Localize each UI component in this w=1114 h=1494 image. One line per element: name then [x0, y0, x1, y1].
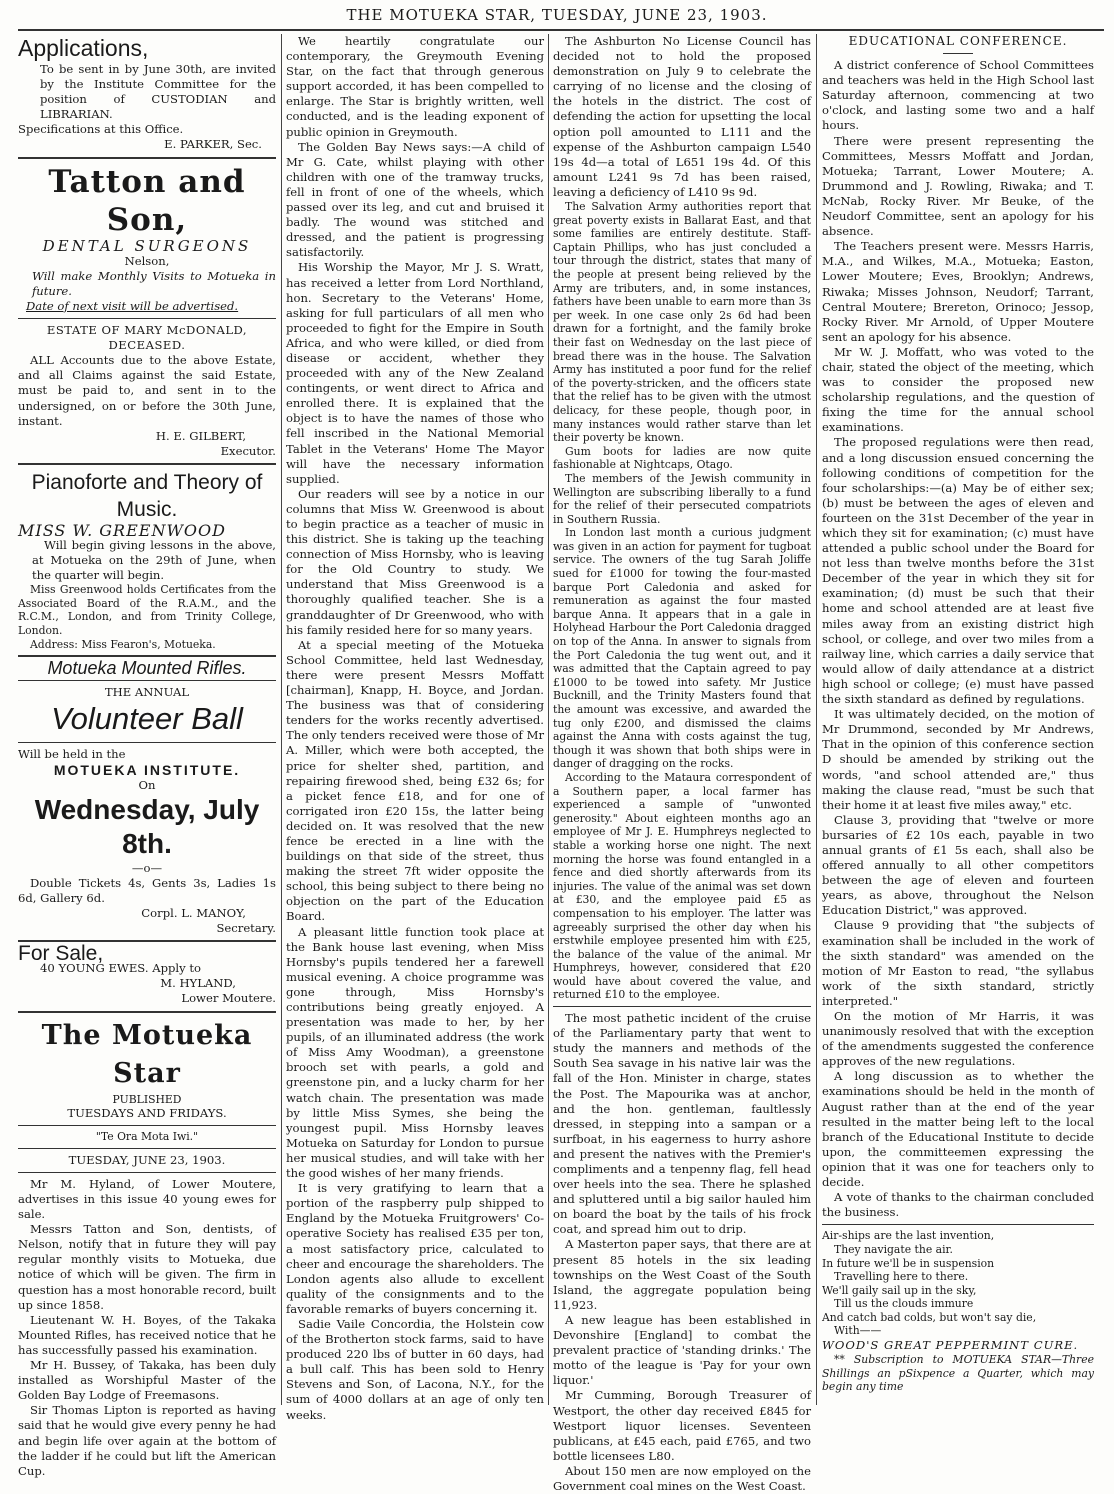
- column-1: [18, 34, 276, 1478]
- applications-spec: Specifications at this Office.: [18, 122, 184, 137]
- paragraph: There were present representing the Committees, Messrs Moffatt and Jordan, Motueka; Tarrant, Lower Moutere; A. Drummond and J. Rowling, Riwaka; and T. McNab, Rocky River. Mr Beuke, of the Neudorf Committee, sent an apology for his absence.: [822, 133, 1094, 239]
- paragraph: At a special meeting of the Motueka School Committee, held last Wednesday, there were present Messrs Moffatt [chairman], Knapp, H. Boyce, and Jordan. The business was that of considering tenders for the works recently advertised. The only tenders received were those of Mr A. Miller, which were both accepted, the price for shelter shed, partition, and repairing firewood shed, being £32 6s; for a picket fence £18, and for one of corrigated iron £20 15s, the latter being decided on. It was resolved that the new fence be erected in a line with the buildings on that side of the street, thus making the street 7ft wider opposite the school, this being subject to there being no objection on the part of the Education Board.: [286, 637, 544, 924]
- divider: [553, 1006, 811, 1007]
- top-rule: [18, 29, 1104, 31]
- held-label: Will be held in the: [18, 747, 126, 762]
- applications-signature: E. PARKER, Sec.: [164, 137, 262, 152]
- masthead: THE MOTUEKA STAR, TUESDAY, JUNE 23, 1903.: [346, 6, 768, 24]
- paragraph: A Masterton paper says, that there are at present 85 hotels in the six leading townships on the West Coast of the South Island, the aggregate population being 11,923.: [553, 1237, 811, 1312]
- poem-line: Travelling here to there.: [834, 1270, 969, 1284]
- greenwood-lessons: Will begin giving lessons in the above, at Motueka on the 29th of June, when the quarter will begin.: [32, 537, 276, 583]
- paragraph: The members of the Jewish community in Wellington are subscribing liberally to a fund for the relief of their persecuted compatriots in Southern Russia.: [553, 471, 811, 526]
- wednesday-heading: Wednesday, July 8th.: [34, 793, 260, 859]
- tuesdays-fridays: TUESDAYS AND FRIDAYS.: [67, 1106, 227, 1121]
- paragraph: A long discussion as to whether the examinations should be held in the month of August rather than at the end of the year resulted in the matter being left to the local branch of the Educational Institute to decide upon, the committeemen expressing the opinion that it was one for teachers only to decide.: [822, 1069, 1094, 1190]
- paragraph: Sir Thomas Lipton is reported as having said that he would give every penny he had and begin life over again at the bottom of the ladder if he could but lift the American Cup.: [18, 1403, 276, 1478]
- conference-heading: EDUCATIONAL CONFERENCE.: [848, 34, 1068, 48]
- greenwood-heading: MISS W. GREENWOOD: [18, 520, 226, 540]
- for-sale-heading: For Sale,: [18, 942, 104, 966]
- rifles-heading: Motueka Mounted Rifles.: [47, 658, 247, 679]
- tatton-heading: Tatton and Son,: [48, 163, 246, 238]
- poem-line: With——: [834, 1324, 882, 1338]
- estate-heading: ESTATE OF MARY McDONALD, DECEASED.: [46, 323, 248, 353]
- divider: [18, 1125, 276, 1126]
- paragraph: Clause 3, providing that "twelve or more bursaries of £2 10s each, payable in two annual grants of £1 5s each, shall also be offered annually to all other competitors between the age of eleven and fourteen years, as above, throughout the Nelson Education District," was approved.: [822, 812, 1094, 918]
- paragraph: Messrs Tatton and Son, dentists, of Nelson, notify that in future they will pay regular monthly visits to Motueka, due notice of which will be given. The firm in question has a most honorable record, built up since 1858.: [18, 1222, 276, 1312]
- paragraph: Lieutenant W. H. Boyes, of the Takaka Mounted Rifles, has received notice that he has successfully passed his examination.: [18, 1312, 276, 1357]
- paragraph: We heartily congratulate our contemporary, the Greymouth Evening Star, on the fact that through generous support accorded, it has been compelled to enlarge. The Star is brightly written, well conducted, and is the leading exponent of public opinion in Greymouth.: [286, 34, 544, 139]
- paragraph: It is very gratifying to learn that a portion of the raspberry pulp shipped to England by the Motueka Fruitgrowers' Co-operative Society has realised £35 per ton, a most satisfactory price, calculated to cheer and encourage the shareholders. The London agents also allude to excellent quality of the consignments and to the favorable remarks of buyers concerning it.: [286, 1181, 544, 1316]
- paragraph: His Worship the Mayor, Mr J. S. Wratt, has received a letter from Lord Northland, hon. Secretary to the Veterans' Home, asking for full particulars of all men who proceeded to fight for the Empire in South Africa, and who were killed, or died from disease or accident, whether they proceeded with any of the New Zealand contingents, or went direct to Africa and enrolled there. It is explained that the object is to have the names of those who fell inscribed in the National Memorial Tablet in the Veterans' Home The Mayor will have the necessary information supplied.: [286, 260, 544, 486]
- star-title: The Motueka Star: [41, 1019, 253, 1089]
- paragraph: Mr H. Bussey, of Takaka, has been duly installed as Worshipful Master of the Golden Bay Lodge of Freemasons.: [18, 1358, 276, 1403]
- paragraph: The Teachers present were. Messrs Harris, M.A., and Wilkes, M.A., Motueka; Easton, Lower Moutere; Eves, Brooklyn; Andrews, Riwaka; Misses Johnson, Neudorf; Tarrant, Central Moutere; Brereton, Orinoco; Jessop, Rocky River. Mr Arnold, of Upper Moutere sent an apology for his absence.: [822, 239, 1094, 344]
- column-divider: [816, 34, 817, 1405]
- paragraph: According to the Mataura correspondent of a Southern paper, a local farmer has experienced a sample of "unwonted generosity." About eighteen months ago an employee of Mr J. E. Humphreys neglected to stable a working horse one night. The next morning the horse was found entangled in a fence and died shortly afterwards from its injuries. The value of the animal was set down at £30, and the employee paid £5 as compensation to his employer. The latter was agreeably surprised the other day when his erstwhile employee presented him with £25, the balance of the value of the animal. Mr Humphreys, however, considered that £20 would have about covered the value, and returned £10 to the employee.: [553, 770, 811, 1002]
- on-label: On: [138, 777, 156, 792]
- column-3: [553, 34, 811, 1493]
- column-4: [822, 34, 1094, 1405]
- secretary-label: Secretary.: [216, 921, 276, 936]
- paragraph: Sadie Vaile Concordia, the Holstein cow of the Brotherton stock farms, said to have produced 220 lbs of butter in 60 days, had a bull calf. This has been sold to Henry Stevens and Son, of Lacona, N.Y., for the sum of 4000 dollars at an age of only ten weeks.: [286, 1316, 544, 1422]
- applications-heading: Applications,: [18, 35, 149, 61]
- divider: [18, 463, 276, 465]
- paragraph: Mr W. J. Moffatt, who was voted to the chair, stated the object of the meeting, which was to consider the proposed new scholarship regulations, and the question of fixing the time for the annual school examinations.: [822, 344, 1094, 435]
- paragraph: A new league has been established in Devonshire [England] to combat the prevalent practice of 'standing drinks.' The motto of the league is 'Pay for your own liquor.': [553, 1312, 811, 1388]
- greenwood-certificates: Miss Greenwood holds Certificates from the Associated Board of the R.A.M., and the R.C.M., London, and from Trinity College, London.: [18, 583, 276, 638]
- divider: [18, 742, 276, 743]
- institute-heading: MOTUEKA INSTITUTE.: [53, 761, 241, 778]
- woods-cure: WOOD'S GREAT PEPPERMINT CURE.: [822, 1338, 1079, 1353]
- paragraph: In London last month a curious judgment was given in an action for payment for tugboat service. The owners of the tug Sarah Joliffe sued for £1000 for towing the four-masted barque Port Caledonia and asked for remuneration as against the four masted barque Anna. It appears that in a gale in Holyhead Harbour the Port Caledonia dragged on top of the Anna. In answer to signals from the Port Caledonia the tug went out, and it was admitted that the Captain agreed to pay £1000 to be towed into safety. Mr Justice Bucknill, and the Trinity Masters found that the amount was excessive, and awarded the tug only £200, and dismissed the claims against the Anna with costs against the tug, though it was shown that both ships were in danger of dragging on the rocks.: [553, 526, 811, 771]
- dental-surgeons: DENTAL SURGEONS: [42, 236, 252, 255]
- poem-line: And catch bad colds, but won't say die,: [822, 1310, 1037, 1324]
- paragraph: Gum boots for ladies are now quite fashionable at Nightcaps, Otago.: [553, 444, 811, 472]
- corpl-signature: Corpl. L. MANOY,: [141, 905, 246, 920]
- divider: [18, 157, 276, 159]
- poem-line: Till us the clouds immure: [834, 1297, 974, 1311]
- for-sale-name: M. HYLAND,: [160, 976, 236, 991]
- poem-line: In future we'll be in suspension: [822, 1256, 995, 1270]
- for-sale-place: Lower Moutere.: [181, 991, 276, 1006]
- estate-executor: Executor.: [220, 443, 276, 458]
- paragraph: About 150 men are now employed on the Government coal mines on the West Coast.: [553, 1463, 811, 1493]
- column-divider: [281, 34, 282, 1405]
- divider: [18, 680, 276, 681]
- paragraph: The most pathetic incident of the cruise of the Parliamentary party that went to study the manners and methods of the South Sea savage in his native lair was the fall of the Hon. Minister in charge, states the Post. The Mapourika was at anchor, and the hon. gentleman, faultlessly dressed, in stepping into a sampan or a surfboat, in his eagerness to hurry ashore and present the natives with the Premier's compliments and a tenpenny flag, fell head over heels into the sea. There he splashed and spluttered until a big sailor hauled him on board the boat by the tails of his frock coat, and spread him out to drip.: [553, 1011, 811, 1237]
- greenwood-address: Address: Miss Fearon's, Motueka.: [30, 637, 216, 651]
- divider: [822, 1224, 1094, 1225]
- pianoforte-heading: Pianoforte and Theory of Music.: [31, 470, 263, 521]
- divider: [18, 1148, 276, 1149]
- paragraph: It was ultimately decided, on the motion of Mr Drummond, seconded by Mr Andrews, That in the opinion of this conference section D should be amended by striking out the words, "and school attended are," thus making the clause read, "must be such that their home it at least five miles away," etc.: [822, 707, 1094, 812]
- paragraph: A district conference of School Committees and teachers was held in the High School last Saturday afternoon, commencing at two o'clock, and lasting some two and a half hours.: [822, 58, 1094, 133]
- paragraph: Mr M. Hyland, of Lower Moutere, advertises in this issue 40 young ewes for sale.: [18, 1176, 276, 1222]
- estate-signature: H. E. GILBERT,: [155, 428, 246, 443]
- divider: [18, 318, 276, 319]
- next-visit: Date of next visit will be advertised.: [26, 298, 239, 313]
- paragraph: The Golden Bay News says:—A child of Mr G. Cate, whilst playing with other children with one of the tramway trucks, fell in front of one of the wheels, which passed over its leg, and cut and bruised it badly. The wound was stitched and dressed, and the patient is progressing satisfactorily.: [286, 139, 544, 260]
- separator: —o—: [131, 860, 163, 875]
- estate-body: ALL Accounts due to the above Estate, and all Claims against the said Estate, must be paid to, and sent in to the undersigned, on or before the 30th June, instant.: [18, 353, 276, 428]
- poem-line: They navigate the air.: [834, 1242, 953, 1256]
- divider: [943, 53, 973, 54]
- issue-date: TUESDAY, JUNE 23, 1903.: [68, 1152, 226, 1167]
- subscription-notice: ** Subscription to MOTUEKA STAR—Three Shillings an pSixpence a Quarter, which may begin any time: [822, 1353, 1094, 1394]
- poem-line: We'll gaily sail up in the sky,: [822, 1283, 977, 1297]
- column-divider: [548, 34, 549, 1405]
- paragraph: A vote of thanks to the chairman concluded the business.: [822, 1190, 1094, 1220]
- for-sale-body: 40 YOUNG EWES. Apply to: [40, 961, 201, 976]
- tickets-text: Double Tickets 4s, Gents 3s, Ladies 1s 6d, Gallery 6d.: [18, 875, 276, 905]
- column-2: [286, 34, 544, 1422]
- published-label: PUBLISHED: [112, 1092, 182, 1106]
- divider: [18, 655, 276, 657]
- paragraph: A pleasant little function took place at the Bank house last evening, when Miss Hornsby's pupils tendered her a farewell musical evening. A choice programme was gone through, Miss Hornsby's contributions being greatly enjoyed. A presentation was made to her, by her pupils, of an illuminated address (the work of Miss Amy Woodman), a greenstone brooch set with pearls, a gold and greenstone pin, and a lucky charm for her watch chain. The presentation was made by little Miss Symes, she being the youngest pupil. Miss Hornsby leaves Motueka on Saturday for London to pursue her musical studies, and will take with her the good wishes of her many friends.: [286, 924, 544, 1181]
- annual-label: THE ANNUAL: [104, 685, 190, 700]
- divider: [18, 1011, 276, 1013]
- applications-body: To be sent in by June 30th, are invited by the Institute Committee for the position of CUSTODIAN and LIBRARIAN.: [40, 62, 276, 122]
- paragraph: Our readers will see by a notice in our columns that Miss W. Greenwood is about to begin practice as a teacher of music in this district. She is taking up the teaching connection of Miss Hornsby, who is leaving for the Old Country to study. We understand that Miss Greenwood is a thoroughly qualified teacher. She is a granddaughter of Dr Greenwood, who with his family resided here for so many years.: [286, 486, 544, 637]
- paragraph: On the motion of Mr Harris, it was unanimously resolved that with the exception of the amendments suggested the conference approves of the new regulations.: [822, 1009, 1094, 1069]
- nelson-label: Nelson,: [124, 253, 170, 268]
- paragraph: The Salvation Army authorities report that great poverty exists in Ballarat East, and that some families are entirely destitute. Staff-Captain Phillips, who has just concluded a tour through the district, states that many of the people at present being relieved by the Army are tributers, and, in some instances, fathers have been unable to earn more than 3s per week. In one case only 2s 6d had been drawn for a fortnight, and the family broke their fast on Wednesday on the last piece of bread there was in the house. The Salvation Army has instituted a poor fund for the relief of the poverty-stricken, and the officers state that the relief has to be given with the utmost delicacy, for these people, though poor, in many instances would rather starve than let their poverty be known.: [553, 200, 811, 445]
- poem: [822, 1229, 1094, 1338]
- visits-notice: Will make Monthly Visits to Motueka in future.: [32, 268, 276, 298]
- paragraph: Clause 9 providing that "the subjects of examination shall be included in the work of the sixth standard" was amended on the motion of Mr Easton to read, "the syllabus work of the sixth standard, strictly interpreted.": [822, 918, 1094, 1008]
- divider: [18, 1172, 276, 1173]
- volunteer-ball-heading: Volunteer Ball: [51, 701, 243, 737]
- paragraph: The Ashburton No License Council has decided not to hold the proposed demonstration on July 9 to celebrate the carrying of no license and the closing of the hotels in the district. The cost of defending the action for upsetting the local option poll amounted to L111 and the expense of the Ashburton campaign L540 19s 4d—a total of L651 19s 4d. Of this amount L241 9s 7d has been raised, leaving a deficiency of L410 9s 9d.: [553, 34, 811, 199]
- paragraph: Mr Cumming, Borough Treasurer of Westport, the other day received £845 for Westport liquor licenses. Seventeen publicans, at £45 each, paid £765, and two bottle licensees L80.: [553, 1388, 811, 1463]
- motto: "Te Ora Mota Iwi.": [95, 1130, 199, 1144]
- paragraph: The proposed regulations were then read, and a long discussion ensued concerning the following conditions of competition for the four scholarships:—(a) May be of either sex; (b) must be between the ages of eleven and fourteen on the 31st December of the year in which they sit for examination; (c) must have attended a public school under the Board for not less than twelve months before the 31st December of the year in which they sit for examination; (d) must be such that their home and school attended are at least five miles away from an existing district high school, or college, and over two miles from a railway line, which carries a daily service that would allow of daily attendance at a district high school or college; (e) must have passed the sixth standard as defined by regulations.: [822, 435, 1094, 707]
- poem-line: Air-ships are the last invention,: [822, 1229, 995, 1243]
